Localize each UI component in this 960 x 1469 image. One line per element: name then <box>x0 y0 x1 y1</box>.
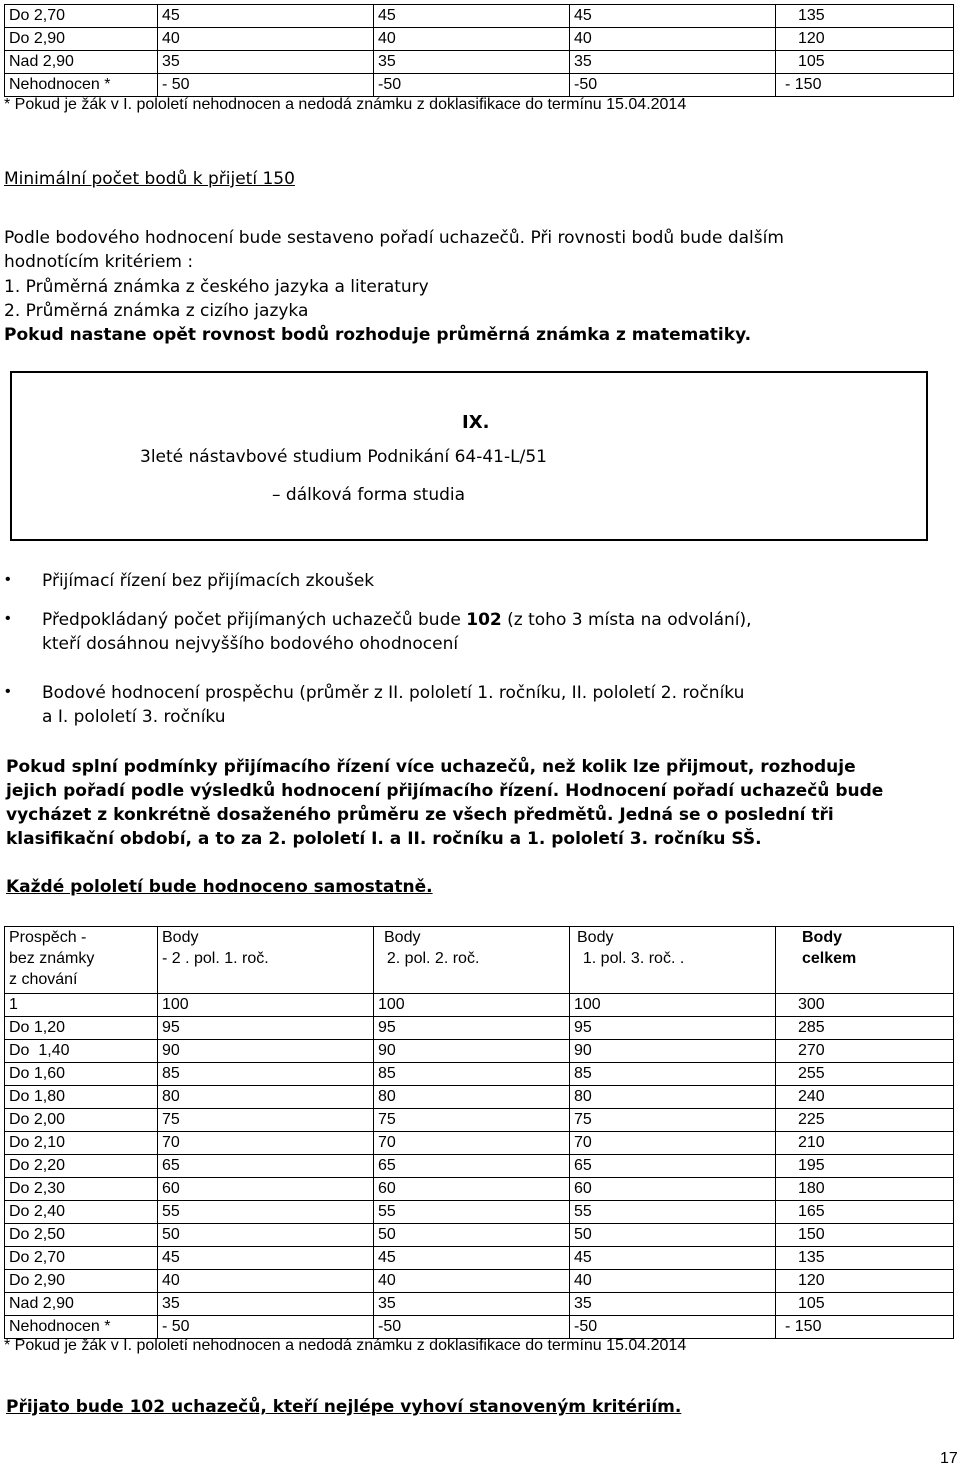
table-cell: 55 <box>570 1201 776 1224</box>
table-cell: - 150 <box>776 74 954 97</box>
table-cell: 80 <box>158 1086 374 1109</box>
table-cell: 95 <box>570 1017 776 1040</box>
table-cell: 300 <box>776 994 954 1017</box>
footnote-bottom: * Pokud je žák v I. pololetí nehodnocen a nedodá známku z doklasifikace do termínu 15.04.2014 <box>4 1337 687 1354</box>
study-form: – dálková forma studia <box>272 485 466 505</box>
accepted-statement: Přijato bude 102 uchazečů, kteří nejlépe vyhoví stanoveným kritériím. <box>6 1397 682 1417</box>
table-row <box>5 51 954 74</box>
table-cell: 40 <box>158 1270 374 1293</box>
separate-evaluation-note: Každé pololetí bude hodnoceno samostatně. <box>6 877 433 897</box>
bullet-no-exams: Přijímací řízení bez přijímacích zkoušek <box>42 571 375 591</box>
table-row <box>5 1155 954 1178</box>
table-cell: 45 <box>374 5 570 28</box>
table-cell: 180 <box>776 1178 954 1201</box>
table-cell: 80 <box>374 1086 570 1109</box>
table-cell: 50 <box>374 1224 570 1247</box>
table-cell: 35 <box>570 51 776 74</box>
table-cell: - 150 <box>776 1316 954 1339</box>
paragraph-line-3: vycházet z konkrétně dosaženého průměru ze všech předmětů. Jedná se o poslední tři <box>6 805 834 825</box>
planned-count-number: 102 <box>466 610 502 630</box>
table-cell: 1 <box>5 994 158 1017</box>
table-row <box>5 1040 954 1063</box>
bullet-icon: • <box>5 571 11 588</box>
header-grade: Prospěch - bez známky z chování <box>5 927 158 994</box>
table-cell: Nehodnocen * <box>5 74 158 97</box>
main-points-table <box>4 926 954 1339</box>
min-points-heading: Minimální počet bodů k přijetí 150 <box>4 169 295 189</box>
table-cell: Do 2,10 <box>5 1132 158 1155</box>
ranking-line-1: Podle bodového hodnocení bude sestaveno pořadí uchazečů. Při rovnosti bodů bude dalším <box>4 228 784 248</box>
table-cell: 50 <box>158 1224 374 1247</box>
table-cell: 45 <box>158 5 374 28</box>
table-cell: 75 <box>374 1109 570 1132</box>
table-cell: 60 <box>158 1178 374 1201</box>
table-cell: 100 <box>570 994 776 1017</box>
table-cell: 55 <box>158 1201 374 1224</box>
table-cell: 90 <box>374 1040 570 1063</box>
table-row <box>5 1224 954 1247</box>
table-row <box>5 1109 954 1132</box>
table-cell: 70 <box>570 1132 776 1155</box>
table-cell: 40 <box>570 28 776 51</box>
table-cell: 55 <box>374 1201 570 1224</box>
ranking-item-2: 2. Průměrná známka z cizího jazyka <box>4 301 309 321</box>
tiebreak-rule: Pokud nastane opět rovnost bodů rozhoduje průměrná známka z matematiky. <box>4 325 752 345</box>
table-cell: 65 <box>570 1155 776 1178</box>
bullet-planned-count-line2: kteří dosáhnou nejvyššího bodového ohodnocení <box>42 634 459 654</box>
table-cell: 35 <box>374 1293 570 1316</box>
table-cell: -50 <box>374 1316 570 1339</box>
table-cell: 45 <box>374 1247 570 1270</box>
table-cell: Do 2,90 <box>5 1270 158 1293</box>
table-cell: 35 <box>158 1293 374 1316</box>
table-cell: Nehodnocen * <box>5 1316 158 1339</box>
table-cell: Do 1,60 <box>5 1063 158 1086</box>
table-row <box>5 1247 954 1270</box>
table-cell: 75 <box>570 1109 776 1132</box>
table-row <box>5 1132 954 1155</box>
bullet-grade-eval-line2: a I. pololetí 3. ročníku <box>42 707 226 727</box>
table-row <box>5 994 954 1017</box>
table-cell: 90 <box>158 1040 374 1063</box>
table-cell: -50 <box>570 1316 776 1339</box>
table-cell: 65 <box>158 1155 374 1178</box>
table-cell: Do 1,40 <box>5 1040 158 1063</box>
table-cell: 100 <box>158 994 374 1017</box>
table-cell: 40 <box>158 28 374 51</box>
table-cell: 255 <box>776 1063 954 1086</box>
table-row <box>5 1316 954 1339</box>
paragraph-line-4: klasifikační období, a to za 2. pololetí I. a II. ročníku a 1. pololetí 3. ročníku SŠ. <box>6 829 762 849</box>
table-cell: - 50 <box>158 1316 374 1339</box>
table-cell: 70 <box>374 1132 570 1155</box>
table-cell: 120 <box>776 28 954 51</box>
table-cell: 45 <box>570 5 776 28</box>
header-body-2: Body 2. pol. 2. roč. <box>374 927 570 994</box>
table-header-row <box>5 927 954 994</box>
footnote-top: * Pokud je žák v I. pololetí nehodnocen a nedodá známku z doklasifikace do termínu 15.04.2014 <box>4 96 687 113</box>
table-row <box>5 1063 954 1086</box>
table-row <box>5 5 954 28</box>
table-cell: 105 <box>776 51 954 74</box>
table-row <box>5 28 954 51</box>
table-cell: 60 <box>570 1178 776 1201</box>
table-cell: 40 <box>374 28 570 51</box>
table-cell: 85 <box>570 1063 776 1086</box>
table-row <box>5 1178 954 1201</box>
table-row <box>5 74 954 97</box>
table-row <box>5 1270 954 1293</box>
table-cell: 270 <box>776 1040 954 1063</box>
table-cell: 195 <box>776 1155 954 1178</box>
table-cell: 80 <box>570 1086 776 1109</box>
page-number: 17 <box>940 1450 958 1467</box>
table-row <box>5 1293 954 1316</box>
bullet-icon: • <box>5 683 11 700</box>
table-cell: 120 <box>776 1270 954 1293</box>
table-cell: 90 <box>570 1040 776 1063</box>
table-cell: 225 <box>776 1109 954 1132</box>
table-cell: 40 <box>570 1270 776 1293</box>
table-cell: 75 <box>158 1109 374 1132</box>
bullet-icon: • <box>5 610 11 627</box>
table-cell: Do 2,50 <box>5 1224 158 1247</box>
table-cell: 95 <box>158 1017 374 1040</box>
table-row <box>5 1017 954 1040</box>
table-cell: Do 2,40 <box>5 1201 158 1224</box>
top-points-table <box>4 4 954 97</box>
table-cell: 95 <box>374 1017 570 1040</box>
table-cell: -50 <box>374 74 570 97</box>
table-cell: Do 2,00 <box>5 1109 158 1132</box>
table-cell: 65 <box>374 1155 570 1178</box>
table-cell: Nad 2,90 <box>5 1293 158 1316</box>
table-cell: 240 <box>776 1086 954 1109</box>
table-cell: Do 1,20 <box>5 1017 158 1040</box>
bullet-planned-count: Předpokládaný počet přijímaných uchazečů bude 102 (z toho 3 místa na odvolání), <box>42 610 752 630</box>
table-cell: 210 <box>776 1132 954 1155</box>
header-body-3: Body 1. pol. 3. roč. . <box>570 927 776 994</box>
table-cell: 60 <box>374 1178 570 1201</box>
table-cell: Do 2,30 <box>5 1178 158 1201</box>
table-cell: - 50 <box>158 74 374 97</box>
table-cell: 45 <box>570 1247 776 1270</box>
ranking-line-2: hodnotícím kritériem : <box>4 252 194 272</box>
table-cell: Do 2,70 <box>5 5 158 28</box>
ranking-item-1: 1. Průměrná známka z českého jazyka a literatury <box>4 277 429 297</box>
table-cell: 35 <box>570 1293 776 1316</box>
table-cell: 85 <box>158 1063 374 1086</box>
bullet-grade-eval: Bodové hodnocení prospěchu (průměr z II. pololetí 1. ročníku, II. pololetí 2. ročníku <box>42 683 745 703</box>
table-cell: Do 2,20 <box>5 1155 158 1178</box>
table-cell: 285 <box>776 1017 954 1040</box>
table-cell: 135 <box>776 1247 954 1270</box>
table-cell: 45 <box>158 1247 374 1270</box>
table-cell: -50 <box>570 74 776 97</box>
paragraph-line-2: jejich pořadí podle výsledků hodnocení přijímacího řízení. Hodnocení pořadí uchazečů bude <box>6 781 884 801</box>
table-cell: 100 <box>374 994 570 1017</box>
table-cell: 70 <box>158 1132 374 1155</box>
header-total: Body celkem <box>776 927 954 994</box>
paragraph-line-1: Pokud splní podmínky přijímacího řízení více uchazečů, než kolik lze přijmout, rozhoduje <box>6 757 856 777</box>
program-title: 3leté nástavbové studium Podnikání 64-41-L/51 <box>140 447 547 467</box>
table-cell: 135 <box>776 5 954 28</box>
table-cell: Do 2,70 <box>5 1247 158 1270</box>
table-cell: 165 <box>776 1201 954 1224</box>
table-cell: 35 <box>158 51 374 74</box>
table-cell: 105 <box>776 1293 954 1316</box>
table-cell: 35 <box>374 51 570 74</box>
table-cell: 50 <box>570 1224 776 1247</box>
header-body-1: Body - 2 . pol. 1. roč. <box>158 927 374 994</box>
table-cell: Do 1,80 <box>5 1086 158 1109</box>
table-cell: 85 <box>374 1063 570 1086</box>
table-row <box>5 1201 954 1224</box>
section-number: IX. <box>462 412 490 433</box>
table-row <box>5 1086 954 1109</box>
table-cell: Do 2,90 <box>5 28 158 51</box>
table-cell: 150 <box>776 1224 954 1247</box>
table-cell: 40 <box>374 1270 570 1293</box>
table-cell: Nad 2,90 <box>5 51 158 74</box>
